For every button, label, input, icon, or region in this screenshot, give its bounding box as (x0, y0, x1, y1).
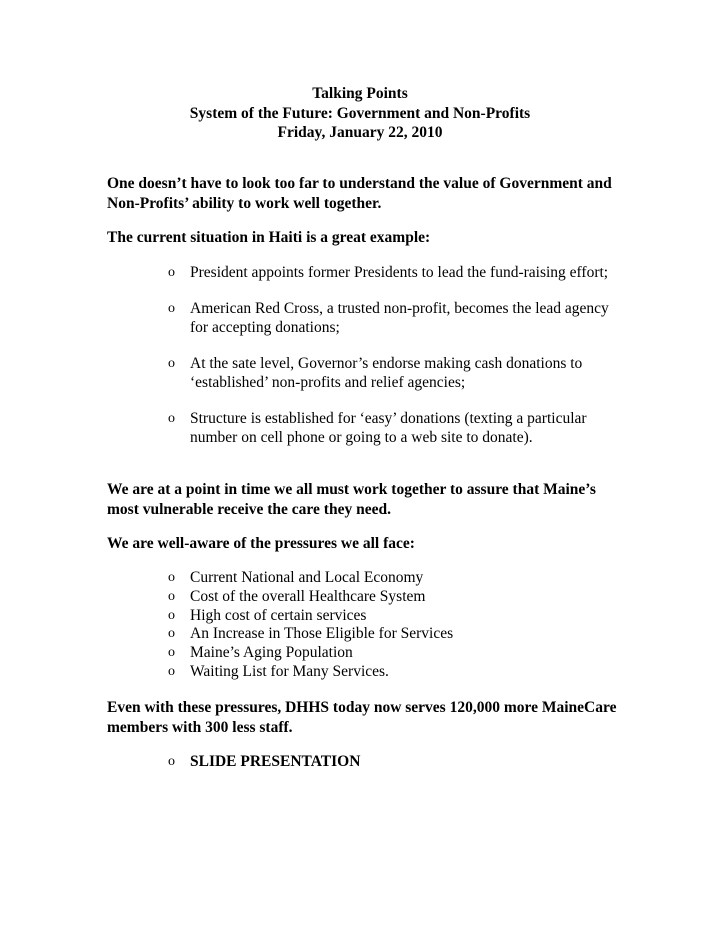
bullet-marker: o (168, 265, 175, 280)
list-item (168, 569, 628, 588)
bullet-marker: o (168, 355, 175, 371)
bullet-marker: o (168, 570, 175, 585)
list-item-text: Current National and Local Economy (190, 569, 424, 586)
haiti-bullet-list (168, 263, 628, 464)
list-item-text: Maine’s Aging Population (190, 644, 353, 662)
haiti-paragraph: The current situation in Haiti is a great example: (107, 229, 431, 246)
list-item-text: An Increase in Those Eligible for Services (190, 625, 454, 643)
list-item-text: American Red Cross, a trusted non-profit, becomes the lead agency for accepting donations; (190, 299, 609, 336)
list-item (168, 663, 628, 682)
list-item (168, 625, 628, 644)
bullet-marker: o (168, 300, 175, 316)
slide-presentation-item: SLIDE PRESENTATION (190, 753, 361, 770)
pressures-paragraph: We are well-aware of the pressures we all face: (107, 535, 415, 552)
list-item (168, 644, 628, 663)
list-item-text: Cost of the overall Healthcare System (190, 587, 426, 605)
list-item (168, 263, 628, 283)
list-item-text: Structure is established for ‘easy’ donations (texting a particular number on cell phone or going to a web site to donate). (190, 409, 587, 446)
bullet-marker: o (168, 645, 175, 661)
document-date: Friday, January 22, 2010 (277, 124, 443, 141)
list-item (168, 607, 628, 626)
intro-paragraph: One doesn’t have to look too far to understand the value of Government and Non-Profits’ ability to work well together. (107, 175, 612, 212)
list-item-text: Waiting List for Many Services. (190, 662, 389, 680)
document-title: Talking Points (312, 85, 408, 102)
bullet-marker: o (168, 410, 175, 426)
list-item (168, 588, 628, 607)
bullet-marker: o (168, 588, 175, 604)
document-subtitle: System of the Future: Government and Non-Profits (189, 104, 531, 122)
list-item-text: High cost of certain services (190, 606, 367, 624)
list-item (168, 409, 628, 448)
final-bullet-list (168, 752, 628, 772)
bullet-marker: o (168, 607, 175, 623)
bullet-marker: o (168, 626, 175, 642)
list-item (168, 299, 628, 338)
list-item-text: President appoints former Presidents to lead the fund-raising effort; (190, 264, 609, 281)
pressures-bullet-list (168, 569, 628, 682)
list-item (168, 354, 628, 393)
serves-paragraph: Even with these pressures, DHHS today now serves 120,000 more MaineCare members with 300 less staff. (107, 699, 617, 736)
list-item (168, 752, 628, 772)
document-header (0, 84, 720, 143)
together-paragraph: We are at a point in time we all must work together to assure that Maine’s most vulnerable receive the care they need. (107, 481, 596, 518)
list-item-text: At the sate level, Governor’s endorse making cash donations to ‘established’ non-profits and relief agencies; (190, 354, 583, 391)
bullet-marker: o (168, 754, 175, 769)
bullet-marker: o (168, 663, 175, 679)
